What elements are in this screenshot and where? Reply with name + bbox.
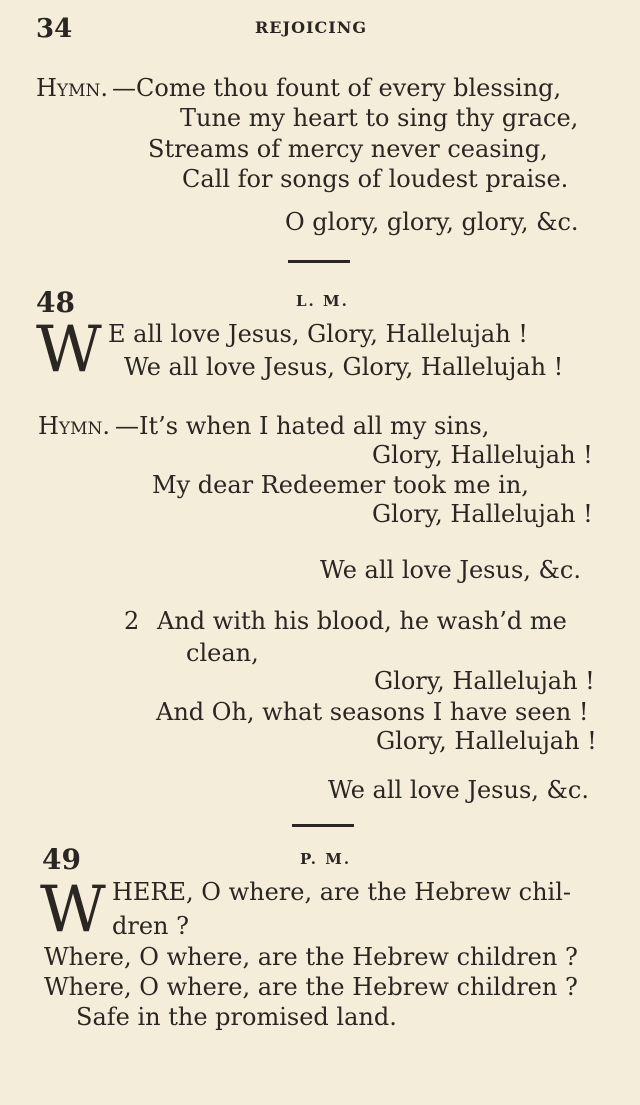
verse-line: Glory, Hallelujah ! [372,500,593,528]
page-number: 34 [36,14,73,44]
verse-line: dren ? [112,912,189,940]
running-head: REJOICING [255,18,367,37]
hymn-line: Tune my heart to sing thy grace, [180,104,579,132]
meter: L. M. [296,292,349,310]
section-divider [288,260,350,263]
verse-line: HERE, O where, are the Hebrew chil- [112,878,571,906]
chorus-line: E all love Jesus, Glory, Hallelujah ! [108,320,528,348]
refrain: O glory, glory, glory, &c. [285,208,579,236]
verse-line: Glory, Hallelujah ! [374,667,595,695]
verse-number: 2 [124,607,140,635]
drop-cap: W [40,873,106,947]
meter: P. M. [300,850,352,868]
hymn-line: —Come thou fount of every blessing, [112,74,562,102]
hymn-label: Hymn. [38,412,111,440]
verse-line: My dear Redeemer took me in, [152,471,529,499]
hymn-label: Hymn. [36,74,109,102]
verse-line: And Oh, what seasons I have seen ! [156,698,589,726]
hymn-number: 48 [36,286,75,319]
refrain: We all love Jesus, &c. [320,556,581,584]
chorus-line: We all love Jesus, Glory, Hallelujah ! [124,353,564,381]
hymn-line: Streams of mercy never ceasing, [148,135,548,163]
verse-line: Safe in the promised land. [76,1003,397,1031]
verse-line: Glory, Hallelujah ! [372,441,593,469]
verse-line: clean, [186,639,259,667]
verse-line: Glory, Hallelujah ! [376,727,597,755]
hymn-line: Call for songs of loudest praise. [182,165,569,193]
drop-cap: W [36,313,102,387]
verse-line: Where, O where, are the Hebrew children ? [44,943,578,971]
verse-line: And with his blood, he wash’d me [157,607,567,635]
refrain: We all love Jesus, &c. [328,776,589,804]
hymn-number: 49 [42,843,81,876]
section-divider [292,824,354,827]
verse-line: —It’s when I hated all my sins, [115,412,490,440]
verse-line: Where, O where, are the Hebrew children ? [44,973,578,1001]
